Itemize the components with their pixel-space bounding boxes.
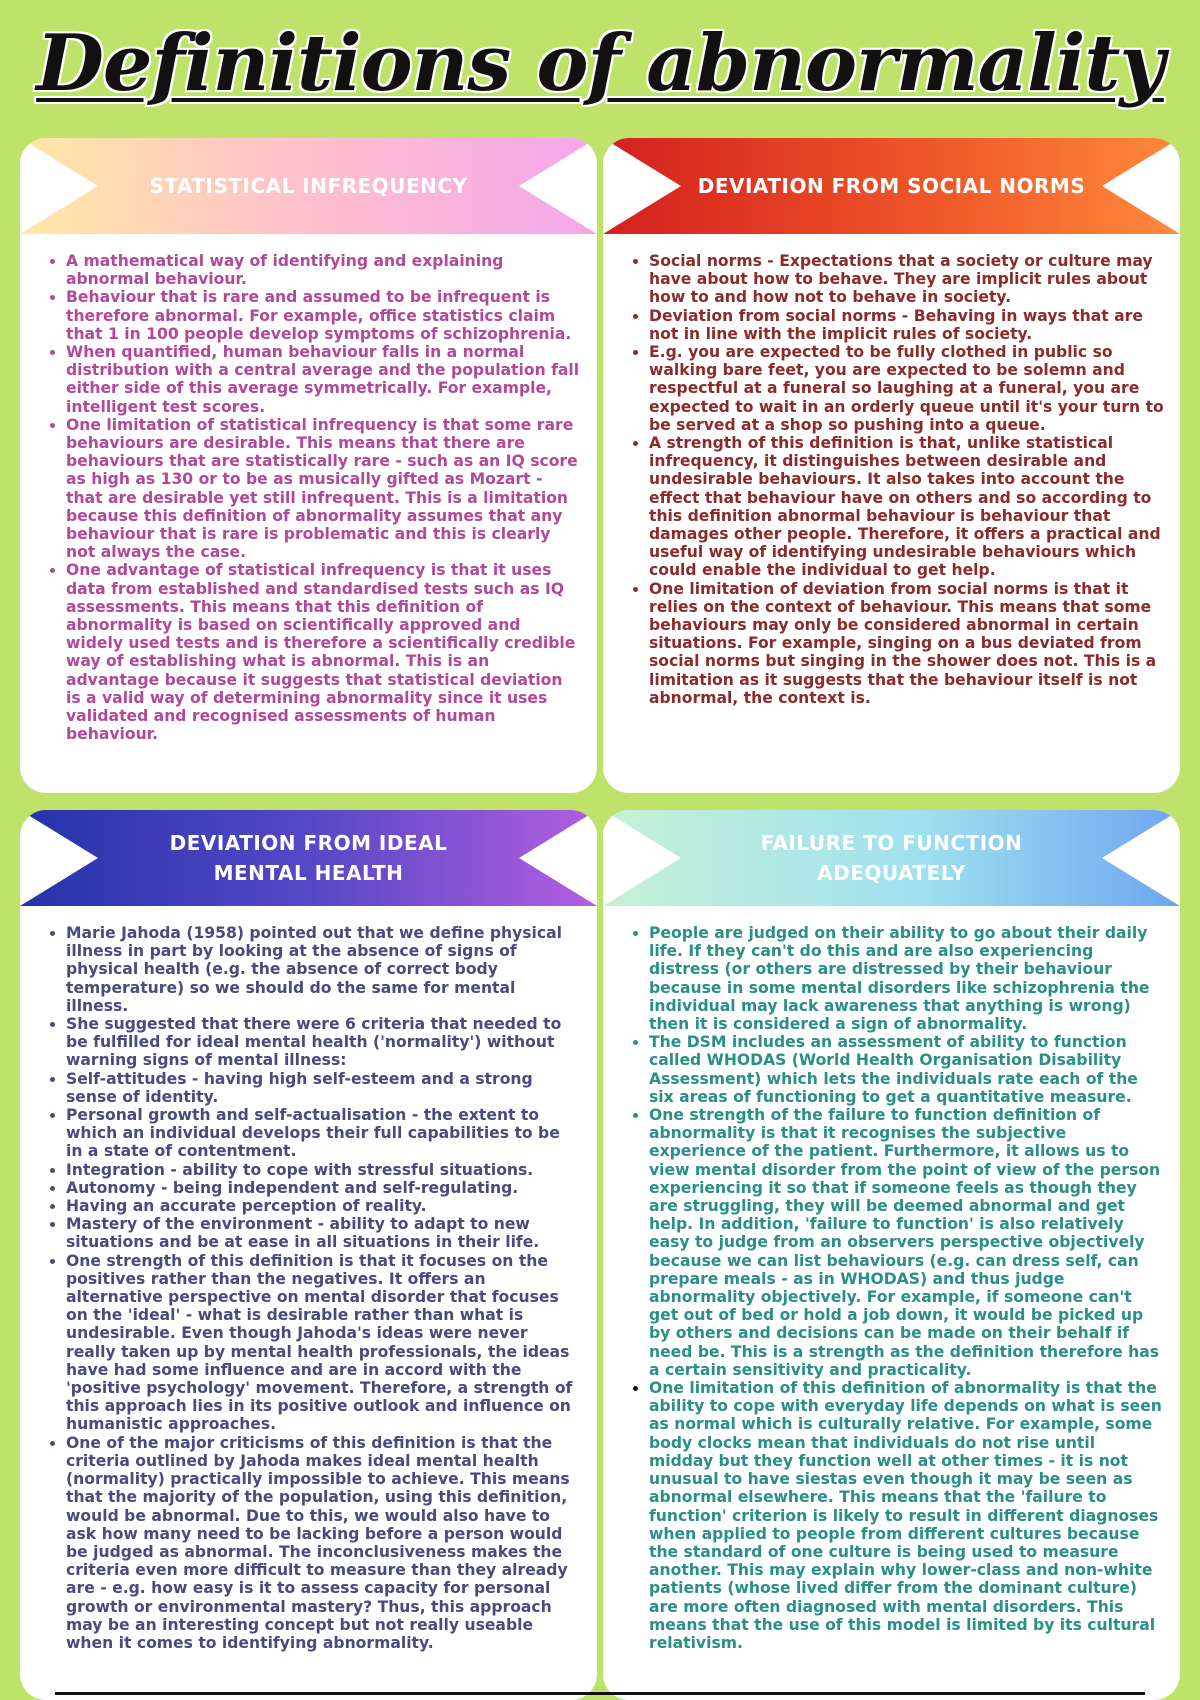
failure-to-function-list (603, 906, 1180, 1652)
jahoda-point-text: pointed out that we define physical illness in part by looking at the absence of signs of physical health (e.g. the absence of correct body temperature) so we should do the same for mental illness. (66, 924, 563, 1015)
list-item: • One limitation of deviation from social norms is that it relies on the context of behaviour. This means that some behaviours may only be considered abnormal in certain situations. For example, singing on a bus deviated from social norms but singing in the shower does not. This is a limitation as it suggests that the behaviour itself is not abnormal, the context is. (649, 580, 1164, 707)
social-norms-card (603, 138, 1180, 793)
list-item: • One of the major criticisms of this definition is that the criteria outlined by Jahoda makes ideal mental health (normality) practically impossible to achieve. This means that the majority of the population, using this definition, would be abnormal. Due to this, we would also have to ask how many need to be lacking before a person would be judged as abnormal. The inconclusiveness makes the criteria even more difficult to measure than they already are - e.g. how easy is it to assess capacity for personal growth or environmental mastery? Thus, this approach may be an interesting concept but not really useable when it comes to identifying abnormality. (66, 1434, 581, 1652)
list-item: • Mastery of the environment - ability to adapt to new situations and be at ease in all situations in their life. (66, 1215, 581, 1251)
list-item: • Personal growth and self-actualisation - the extent to which an individual develops their full capabilities to be in a state of contentment. (66, 1106, 581, 1161)
list-item: • E.g. you are expected to be fully clothed in public so walking bare feet, you are expected to be solemn and respectful at a funeral so laughing at a funeral, you are expected to wait in an orderly queue until it's your turn to be served at a shop so pushing into a queue. (649, 343, 1164, 434)
list-item: • One advantage of statistical infrequency is that it uses data from established and standardised tests such as IQ assessments. This means that this definition of abnormality is based on scientifically approved and widely used tests and is therefore a scientifically credible way of establishing what is abnormal. This is an advantage because it suggests that statistical deviation is a valid way of determining abnormality since it uses validated and recognised assessments of human behaviour. (66, 561, 581, 743)
statistical-infrequency-card (20, 138, 597, 793)
list-item: • A mathematical way of identifying and explaining abnormal behaviour. (66, 252, 581, 288)
list-item: • When quantified, human behaviour falls in a normal distribution with a central average and the population fall either side of this average symmetrically. For example, intelligent test scores. (66, 343, 581, 416)
list-item: • Behaviour that is rare and assumed to be infrequent is therefore abnormal. For example, office statistics claim that 1 in 100 people develop symptoms of schizophrenia. (66, 288, 581, 343)
heading-line-1: FAILURE TO FUNCTION (760, 831, 1023, 855)
list-item: • Social norms - Expectations that a society or culture may have about how to behave. They are implicit rules about how to and how not to behave in society. (649, 252, 1164, 307)
list-item: • The DSM includes an assessment of ability to function called WHODAS (World Health Organisation Disability Assessment) which lets the individuals rate each of the six areas of functioning to get a quantitative measure. (649, 1033, 1164, 1106)
statistical-infrequency-list (20, 234, 597, 743)
ideal-mental-health-card (20, 810, 597, 1700)
list-item: • She suggested that there were 6 criteria that needed to be fulfilled for ideal mental health ('normality') without warning signs of mental illness: (66, 1015, 581, 1070)
social-norms-list (603, 234, 1180, 707)
heading-line-2: MENTAL HEALTH (213, 861, 404, 885)
failure-to-function-card (603, 810, 1180, 1700)
list-item: • Autonomy - being independent and self-regulating. (66, 1179, 581, 1197)
list-item: • Having an accurate perception of reality. (66, 1197, 581, 1215)
list-item: • One limitation of statistical infrequency is that some rare behaviours are desirable. This means that there are behaviours that are statistically rare - such as an IQ score as high as 130 or to be as musically gifted as Mozart - that are desirable yet still infrequent. This is a limitation because this definition of abnormality assumes that any behaviour that is rare is problematic and this is clearly not always the case. (66, 416, 581, 562)
list-item: • One strength of this definition is that it focuses on the positives rather than the negatives. It offers an alternative perspective on mental disorder that focuses on the 'ideal' - what is desirable rather than what is undesirable. Even though Jahoda's ideas were never really taken up by mental health professionals, the ideas have had some influence and are in accord with the 'positive psychology' movement. Therefore, a strength of this approach lies in its positive outlook and influence on humanistic approaches. (66, 1252, 581, 1434)
list-item: • People are judged on their ability to go about their daily life. If they can't do this and are also experiencing distress (or others are distressed by their behaviour because in some mental disorders like schizophrenia the individual may lack awareness that anything is wrong) then it is considered a sign of abnormality. (649, 924, 1164, 1033)
social-norms-heading: DEVIATION FROM SOCIAL NORMS (697, 174, 1086, 198)
heading-line-1: DEVIATION FROM IDEAL (169, 831, 448, 855)
failure-to-function-heading (671, 828, 1113, 888)
list-item: • Self-attitudes - having high self-esteem and a strong sense of identity. (66, 1070, 581, 1106)
statistical-infrequency-heading: STATISTICAL INFREQUENCY (149, 174, 468, 198)
heading-line-2: ADEQUATELY (817, 861, 966, 885)
social-norms-banner (603, 138, 1180, 234)
list-item: • Deviation from social norms - Behaving in ways that are not in line with the implicit rules of society. (649, 307, 1164, 343)
failure-to-function-banner (603, 810, 1180, 906)
jahoda-author: Marie Jahoda (1958) (66, 924, 244, 942)
list-item: • Integration - ability to cope with stressful situations. (66, 1161, 581, 1179)
ideal-mental-health-banner (20, 810, 597, 906)
list-item (66, 924, 581, 1015)
page-title: Definitions of abnormality (36, 18, 1164, 109)
ideal-mental-health-list (20, 906, 597, 1652)
list-item: • One limitation of this definition of abnormality is that the ability to cope with everyday life depends on what is seen as normal which is culturally relative. For example, some body clocks mean that individuals do not rise until midday but they function well at other times - it is not unusual to have siestas even though it may be seen as abnormal elsewhere. This means that the 'failure to function' criterion is likely to result in different diagnoses when applied to people from different cultures because the standard of one culture is being used to measure another. This may explain why lower-class and non-white patients (whose lived differ from the dominant culture) are more often diagnosed with mental disorders. This means that the use of this model is limited by its cultural relativism. (649, 1379, 1164, 1652)
ideal-mental-health-heading (80, 828, 538, 888)
list-item: • A strength of this definition is that, unlike statistical infrequency, it distinguishes between desirable and undesirable behaviours. It also takes into account the effect that behaviour have on others and so according to this definition abnormal behaviour is behaviour that damages other people. Therefore, it offers a practical and useful way of identifying undesirable behaviours which could enable the individual to get help. (649, 434, 1164, 580)
statistical-infrequency-banner (20, 138, 597, 234)
bottom-divider (55, 1692, 1145, 1695)
list-item: • One strength of the failure to function definition of abnormality is that it recognises the subjective experience of the patient. Furthermore, it allows us to view mental disorder from the point of view of the person experiencing it so that if someone feels as though they are struggling, they will be deemed abnormal and get help. In addition, 'failure to function' is also relatively easy to judge from an observers perspective objectively because we can list behaviours (e.g. can dress self, can prepare meals - as in WHODAS) and thus judge abnormality objectively. For example, if someone can't get out of bed or hold a job down, it would be picked up by others and decisions can be made on their behalf if need be. This is a strength as the definition therefore has a certain sensitivity and practicality. (649, 1106, 1164, 1379)
